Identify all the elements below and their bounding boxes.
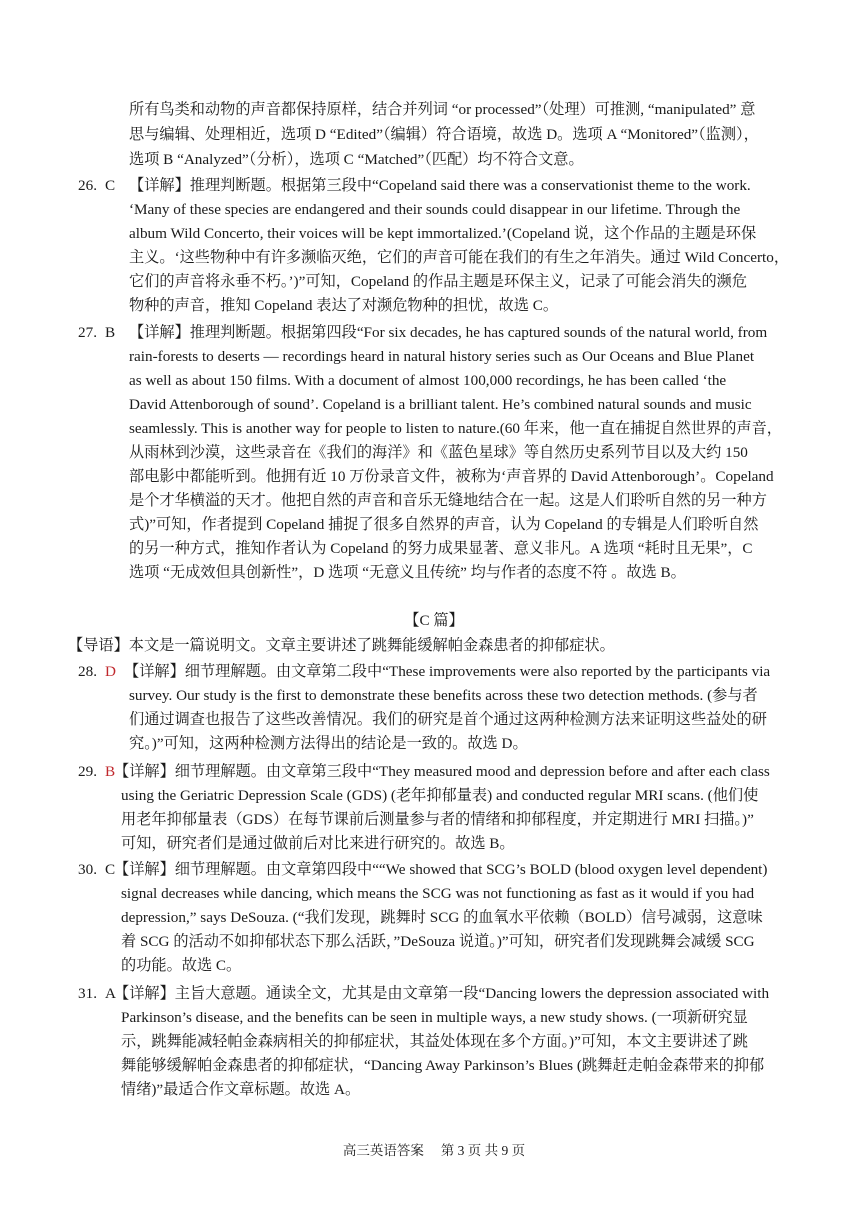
explanation-line: Parkinson’s disease, and the benefits can be seen in multiple ways, a new study shows. (一项新研究显 — [121, 1009, 748, 1026]
explanation-line: signal decreases while dancing, which means the SCG was not functioning as fast as it would if you had — [121, 885, 755, 902]
guide-paragraph: 【导语】本文是一篇说明文。文章主要讲述了跳舞能缓解帕金森患者的抑郁症状。 — [68, 637, 615, 654]
explanation-line: 【详解】推理判断题。根据第四段“For six decades, he has captured sounds of the natural world, from — [129, 324, 768, 341]
explanation-line: 可知，研究者们是通过做前后对比来进行研究的。故选 B。 — [121, 835, 515, 852]
explanation-line: depression,” says DeSouza. (“我们发现，跳舞时 SCG 的血氧水平依赖（BOLD）信号减弱，这意味 — [121, 909, 763, 926]
question-number: 31. — [78, 985, 97, 1002]
explanation-line: survey. Our study is the first to demonstrate these benefits across these two detection methods. (参与者 — [129, 687, 758, 704]
explanation-line: 用老年抑郁量表（GDS）在每节课前后测量参与者的情绪和抑郁程度，并定期进行 MRI 扫描。)” — [121, 811, 754, 828]
explanation-line: 物种的声音，推知 Copeland 表达了对濒危物种的担忧，故选 C。 — [129, 297, 559, 314]
explanation-line: 的功能。故选 C。 — [121, 957, 242, 974]
question-number: 26. — [78, 177, 97, 194]
intro-line: 所有鸟类和动物的声音都保持原样，结合并列词 “or processed”（处理）可推测, “manipulated” 意 — [129, 101, 756, 118]
answer-letter: B — [104, 324, 116, 341]
page-footer: 高三英语答案 第 3 页 共 9 页 — [342, 1143, 526, 1158]
explanation-line: 【详解】推理判断题。根据第三段中“Copeland said there was a conservationist theme to the work. — [129, 177, 751, 194]
explanation-line: 部电影中都能听到。他拥有近 10 万份录音文件，被称为‘声音界的 David Attenborough’。Copeland — [129, 468, 774, 485]
explanation-line: using the Geriatric Depression Scale (GDS) (老年抑郁量表) and conducted regular MRI scans. (他们使 — [121, 787, 759, 804]
explanation-line: 着 SCG 的活动不如抑郁状态下那么活跃，”DeSouza 说道。)”可知，研究者们发现跳舞会减缓 SCG — [121, 933, 755, 950]
explanation-line: album Wild Concerto, their voices will be kept immortalized.’(Copeland 说，这个作品的主题是环保 — [129, 225, 757, 242]
explanation-line: 主义。‘这些物种中有许多濒临灭绝，它们的声音可能在我们的有生之年消失。通过 Wild Concerto， — [129, 249, 790, 266]
intro-line: 思与编辑、处理相近，选项 D “Edited”（编辑）符合语境，故选 D。选项 A “Monitored”（监测）， — [129, 126, 759, 143]
explanation-line: as well as about 150 films. With a document of almost 100,000 recordings, he has been called ‘the — [129, 372, 727, 389]
explanation-line: 【详解】细节理解题。由文章第二段中“These improvements were also reported by the participants via — [124, 663, 771, 680]
explanation-line: seamlessly. This is another way for people to listen to nature.(60 年来，他一直在捕捉自然世界的声音， — [129, 420, 782, 437]
explanation-line: 示，跳舞能减轻帕金森病相关的抑郁症状，其益处体现在多个方面。)”可知，本文主要讲述了跳 — [121, 1033, 748, 1050]
explanation-line: 们通过调查也报告了这些改善情况。我们的研究是首个通过这两种检测方法来证明这些益处的研 — [129, 711, 767, 728]
explanation-line: 究。)”可知，这两种检测方法得出的结论是一致的。故选 D。 — [129, 735, 528, 752]
question-number: 30. — [78, 861, 97, 878]
explanation-line: 的另一种方式，推知作者认为 Copeland 的努力成果显著、意义非凡。A 选项 “耗时且无果”，C — [129, 540, 753, 557]
answer-letter: C — [104, 177, 116, 194]
explanation-line: ‘Many of these species are endangered and their sounds could disappear in our lifetime. Through the — [129, 201, 741, 218]
section-title: 【C 篇】 — [404, 612, 464, 629]
explanation-line: 【详解】主旨大意题。通读全文，尤其是由文章第一段“Dancing lowers the depression associated with — [114, 985, 770, 1002]
explanation-line: 【详解】细节理解题。由文章第四段中““We showed that SCG’s BOLD (blood oxygen level dependent) — [114, 861, 768, 878]
explanation-line: 它们的声音将永垂不朽。’)”可知，Copeland 的作品主题是环保主义，记录了可能会消失的濒危 — [129, 273, 748, 290]
explanation-line: 选项 “无成效但具创新性”，D 选项 “无意义且传统” 均与作者的态度不符 。故选 B。 — [129, 564, 686, 581]
explanation-line: 情绪)”最适合作文章标题。故选 A。 — [121, 1081, 361, 1098]
explanation-line: rain-forests to deserts — recordings heard in natural history series such as Our Oceans and Blue Planet — [129, 348, 755, 365]
answer-letter: A — [104, 985, 116, 1002]
explanation-line: 【详解】细节理解题。由文章第三段中“They measured mood and depression before and after each class — [114, 763, 770, 780]
explanation-line: 从雨林到沙漠，这些录音在《我们的海洋》和《蓝色星球》等自然历史系列节目以及大约 150 — [129, 444, 748, 461]
explanation-line: 式)”可知，作者提到 Copeland 捕捉了很多自然界的声音，认为 Copeland 的专辑是人们聆听自然 — [129, 516, 759, 533]
intro-line: 选项 B “Analyzed”（分析），选项 C “Matched”（匹配）均不符合文意。 — [129, 151, 584, 168]
question-number: 28. — [78, 663, 97, 680]
explanation-line: David Attenborough of sound’. Copeland is a brilliant talent. He’s combined natural sounds and music — [129, 396, 752, 413]
explanation-line: 是个才华横溢的天才。他把自然的声音和音乐无缝地结合在一起。这是人们聆听自然的另一种方 — [129, 492, 767, 509]
explanation-line: 舞能够缓解帕金森患者的抑郁症状，“Dancing Away Parkinson’s Blues (跳舞赶走帕金森带来的抑郁 — [121, 1057, 765, 1074]
question-number: 27. — [78, 324, 97, 341]
answer-letter: D — [104, 663, 116, 680]
answer-letter: B — [104, 763, 116, 780]
answer-letter: C — [104, 861, 116, 878]
question-number: 29. — [78, 763, 97, 780]
